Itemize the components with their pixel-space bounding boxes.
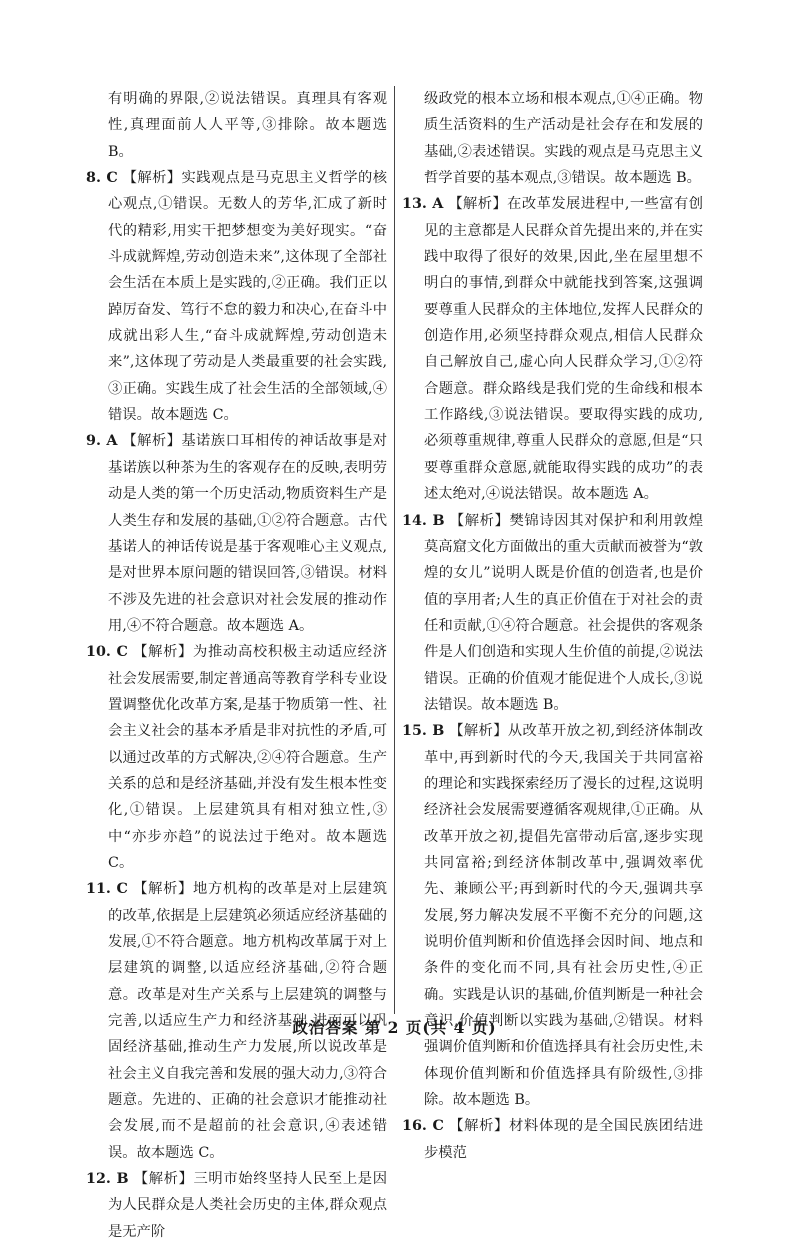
answer-item (402, 86, 703, 191)
answer-item (86, 639, 387, 876)
question-number: 10. C (86, 644, 128, 661)
answer-item (402, 1113, 703, 1166)
answer-item (86, 1166, 387, 1245)
question-number: 16. C (402, 1118, 444, 1135)
answer-item (402, 508, 703, 719)
question-number: 13. A (402, 196, 444, 213)
question-number: 14. B (402, 512, 445, 529)
column-divider (394, 86, 395, 1014)
page-footer: 政治答案 第 2 页(共 4 页) (292, 1018, 497, 1037)
question-number: 12. B (86, 1171, 129, 1188)
answer-text: 【解析】实践观点是马克思主义哲学的核心观点,①错误。无数人的芳华,汇成了新时代的精彩,用实干把梦想变为美好现实。“奋斗成就辉煌,劳动创造未来”,这体现了全部社会生活在本质上是实践的,②正确。我们正以踔厉奋发、笃行不怠的毅力和决心,在奋斗中成就出彩人生,“奋斗成就辉煌,劳动创造未来”,这体现了劳动是人类最重要的社会实践,③正确。实践生成了社会生活的全部领域,④错误。故本题选 C。 (108, 170, 388, 424)
right-column (402, 86, 703, 1166)
answer-item (402, 191, 703, 507)
answer-item (86, 86, 387, 165)
answer-text: 【解析】三明市始终坚持人民至上是因为人民群众是人类社会历史的主体,群众观点是无产阶 (108, 1171, 388, 1240)
answer-item (86, 428, 387, 639)
answer-text: 有明确的界限,②说法错误。真理具有客观性,真理面前人人平等,③排除。故本题选 B。 (108, 91, 387, 160)
answer-item (86, 165, 387, 428)
question-number: 11. C (86, 881, 128, 898)
answer-text: 【解析】从改革开放之初,到经济体制改革中,再到新时代的今天,我国关于共同富裕的理论和实践探索经历了漫长的过程,这说明经济社会发展需要遵循客观规律,①正确。从改革开放之初,提倡先富带动后富,逐步实现共同富裕;到经济体制改革中,强调效率优先、兼顾公平;再到新时代的今天,强调共享发展,努力解决发展不平衡不充分的问题,这说明价值判断和价值选择会因时间、地点和条件的变化而不同,具有社会历史性,④正确。实践是认识的基础,价值判断是一种社会意识,价值判断以实践为基础,②错误。材料强调价值判断和价值选择具有社会历史性,未体现价值判断和价值选择具有阶级性,③排除。故本题选 B。 (424, 723, 704, 1109)
question-number: 8. C (86, 170, 118, 187)
answer-text: 【解析】为推动高校积极主动适应经济社会发展需要,制定普通高等教育学科专业设置调整优化改革方案,是基于物质第一性、社会主义社会的基本矛盾是非对抗性的矛盾,可以通过改革的方式解决,②④符合题意。生产关系的总和是经济基础,并没有发生根本性变化,①错误。上层建筑具有相对独立性,③中“亦步亦趋”的说法过于绝对。故本题选 C。 (108, 644, 388, 871)
question-number: 15. B (402, 723, 445, 740)
answer-text: 级政党的根本立场和根本观点,①④正确。物质生活资料的生产活动是社会存在和发展的基础,②表述错误。实践的观点是马克思主义哲学首要的基本观点,③错误。故本题选 B。 (424, 91, 703, 187)
answer-item (402, 718, 703, 1113)
answer-text: 【解析】地方机构的改革是对上层建筑的改革,依据是上层建筑必须适应经济基础的发展,①不符合题意。地方机构改革属于对上层建筑的调整,以适应经济基础,②符合题意。改革是对生产关系与上层建筑的调整与完善,以适应生产力和经济基础,进而可以巩固经济基础,推动生产力发展,所以说改革是社会主义自我完善和发展的强大动力,③符合题意。先进的、正确的社会意识才能推动社会发展,而不是超前的社会意识,④表述错误。故本题选 C。 (108, 881, 388, 1161)
answer-text: 【解析】材料体现的是全国民族团结进步模范 (424, 1118, 704, 1161)
left-column (86, 86, 387, 1245)
answer-text: 【解析】在改革发展进程中,一些富有创见的主意都是人民群众首先提出来的,并在实践中取得了很好的效果,因此,坐在屋里想不明白的事情,到群众中就能找到答案,这强调要尊重人民群众的主体地位,发挥人民群众的创造作用,必须坚持群众观点,相信人民群众自己解放自己,虚心向人民群众学习,①②符合题意。群众路线是我们党的生命线和根本工作路线,③说法错误。要取得实践的成功,必须尊重规律,尊重人民群众的意愿,但是“只要尊重群众意愿,就能取得实践的成功”的表述太绝对,④说法错误。故本题选 A。 (424, 196, 703, 503)
answer-text: 【解析】基诺族口耳相传的神话故事是对基诺族以种茶为生的客观存在的反映,表明劳动是人类的第一个历史活动,物质资料生产是人类生存和发展的基础,①②符合题意。古代基诺人的神话传说是基于客观唯心主义观点,是对世界本原问题的错误回答,③错误。材料不涉及先进的社会意识对社会发展的推动作用,④不符合题意。故本题选 A。 (108, 433, 388, 634)
answer-text: 【解析】樊锦诗因其对保护和利用敦煌莫高窟文化方面做出的重大贡献而被誉为“敦煌的女儿”说明人既是价值的创造者,也是价值的享用者;人生的真正价值在于对社会的责任和贡献,①④符合题意。社会提供的客观条件是人们创造和实现人生价值的前提,②说法错误。正确的价值观才能促进个人成长,③说法错误。故本题选 B。 (424, 512, 704, 713)
question-number: 9. A (86, 433, 118, 450)
